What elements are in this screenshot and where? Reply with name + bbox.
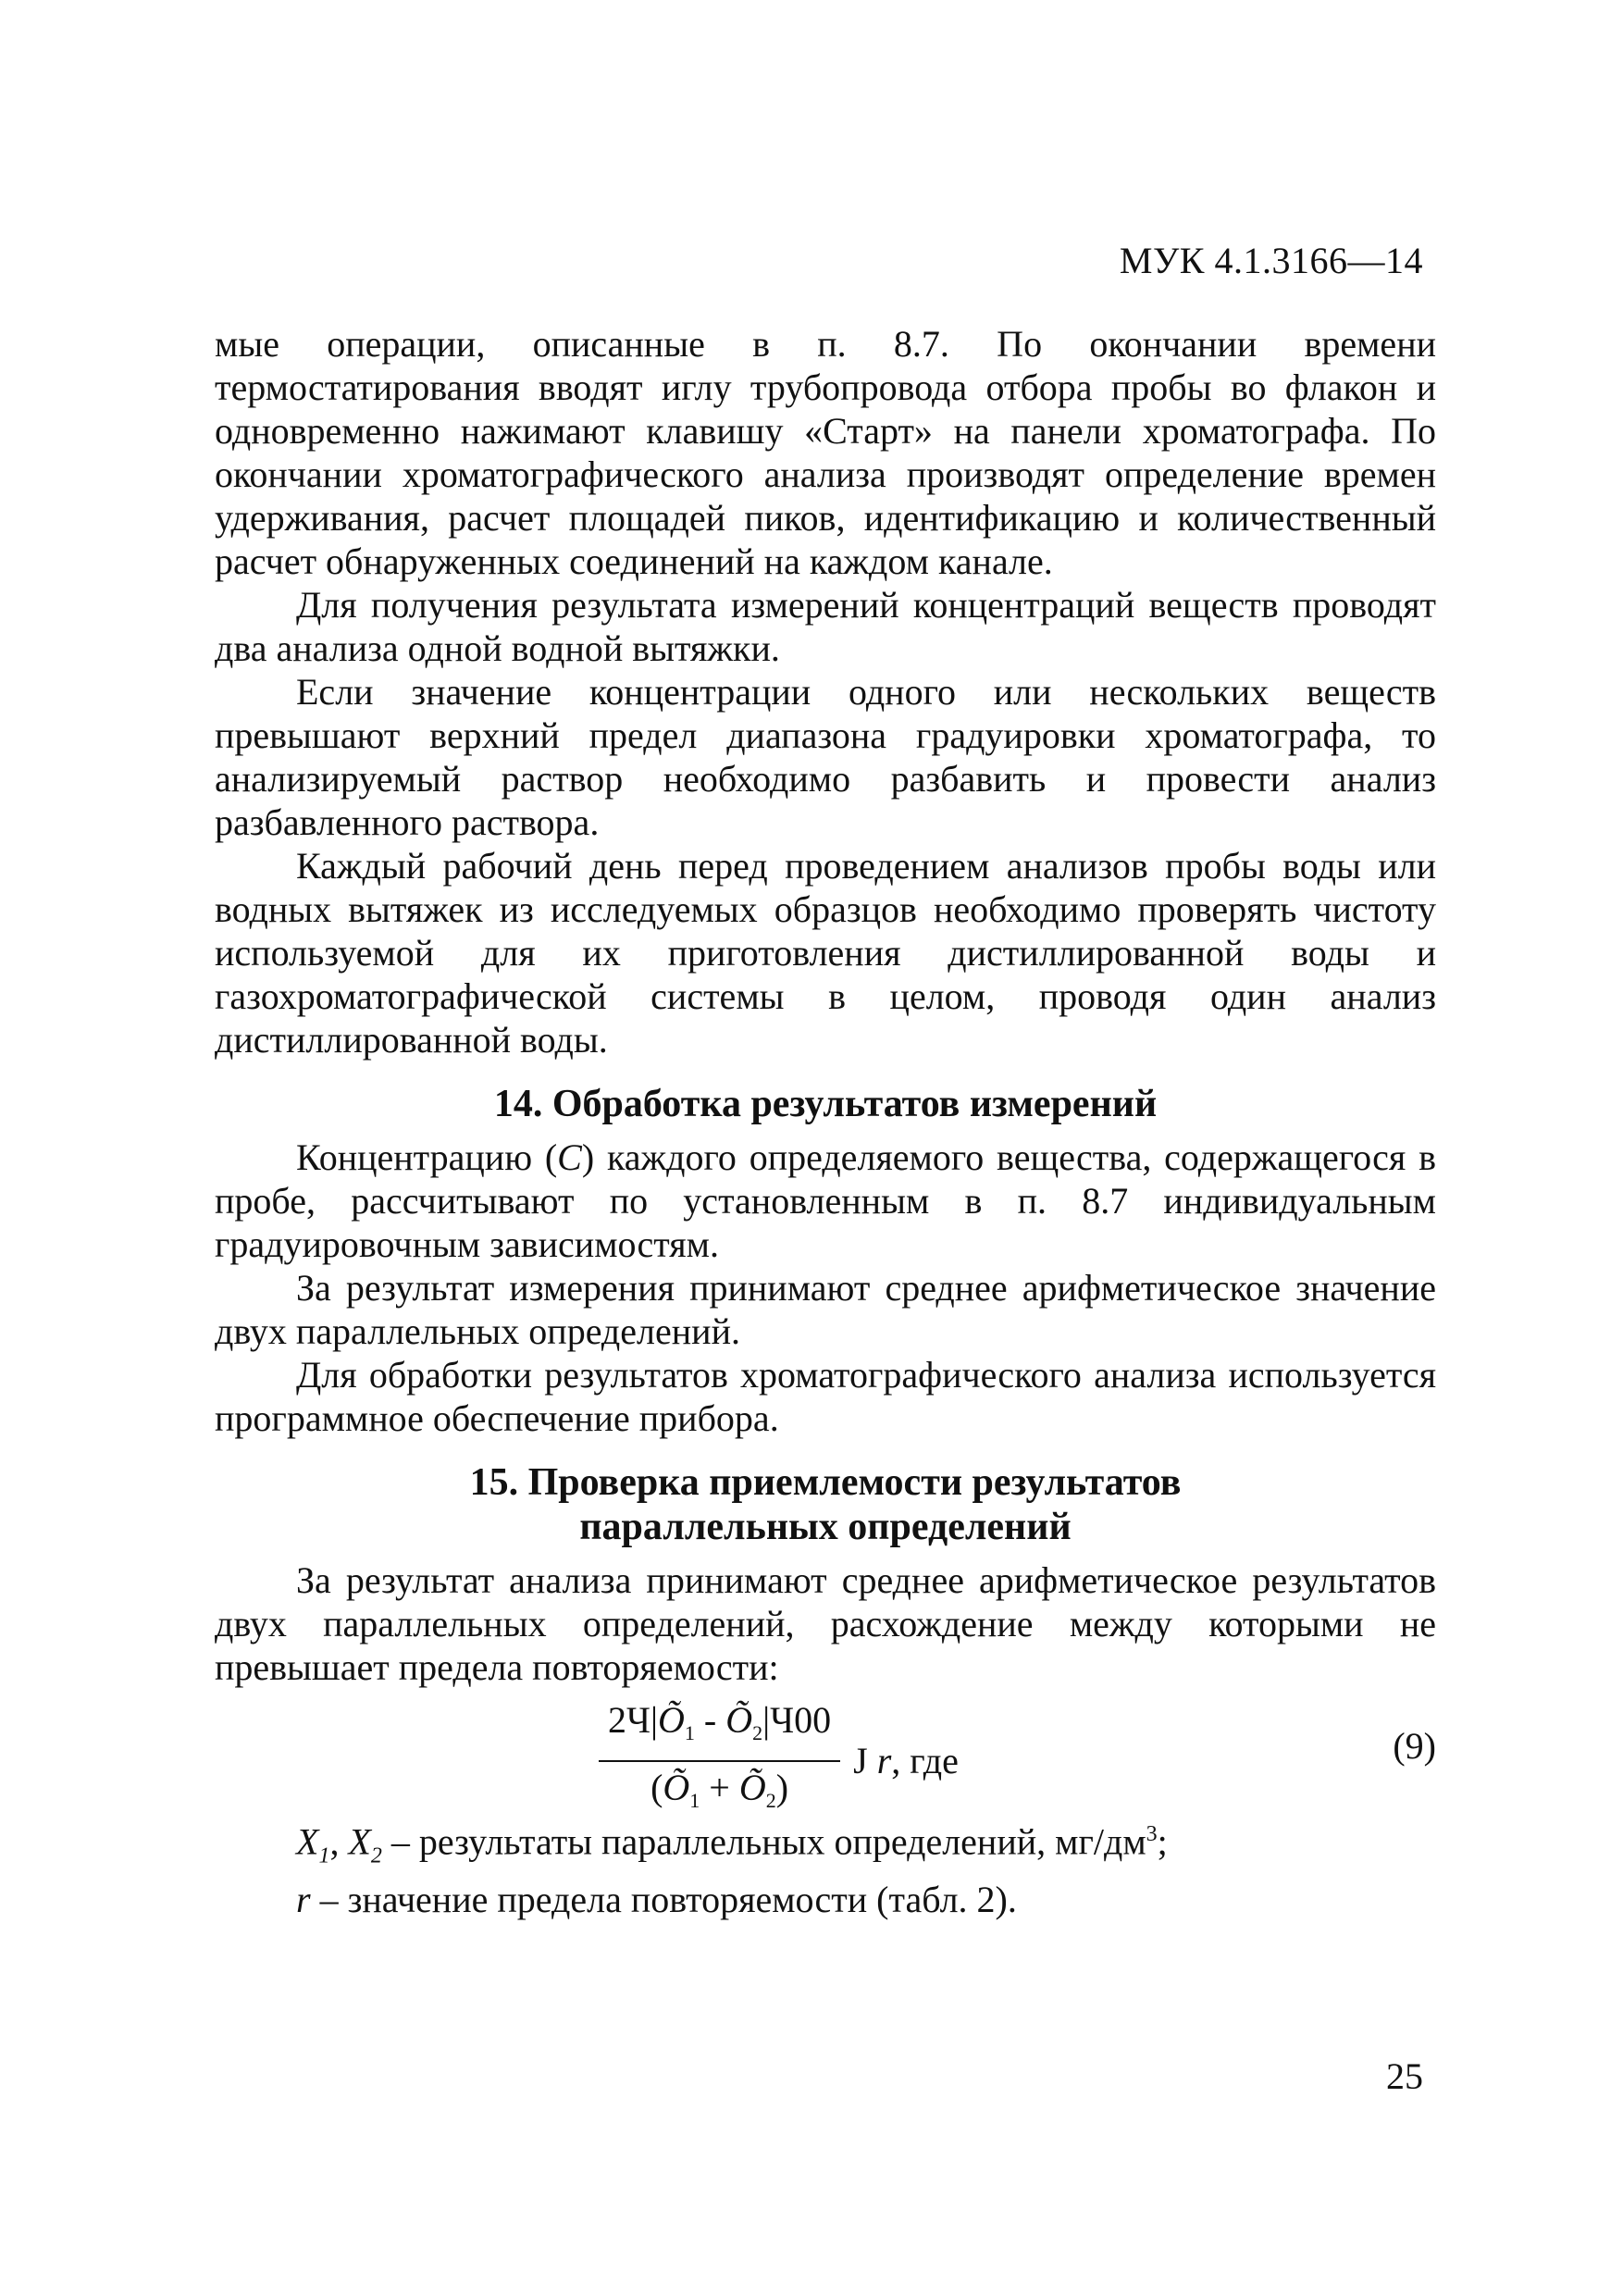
denominator-open-paren: ( — [650, 1767, 663, 1808]
legend-r-symbol: r — [296, 1879, 311, 1921]
formula-9 — [215, 1693, 1436, 1813]
equation-number: (9) — [1393, 1725, 1436, 1767]
numerator-x1: Õ — [658, 1699, 685, 1741]
paragraph-concentration — [215, 1136, 1436, 1266]
numerator-suffix: |Ч00 — [762, 1699, 832, 1741]
relation-sign: J — [853, 1739, 868, 1781]
legend-r-definition — [215, 1878, 1436, 1921]
paragraph-repeatability: За результат анализа принимают среднее арифметическое результатов двух параллельных определений, расхождение между которыми не превышает предела повторяемости: — [215, 1559, 1436, 1688]
document-code-header: МУК 4.1.3166—14 — [1119, 240, 1423, 281]
denominator-x1: Õ — [663, 1767, 690, 1808]
denominator-x2-index: 2 — [765, 1789, 776, 1812]
paragraph-mean-result: За результат измерения принимают среднее арифметическое значение двух параллельных определений. — [215, 1267, 1436, 1352]
legend-x2: X — [348, 1820, 371, 1863]
paragraph-software: Для обработки результатов хроматографического анализа используется программное обеспечение прибора. — [215, 1354, 1436, 1439]
paragraph-daily-check: Каждый рабочий день перед проведением анализов пробы воды или водных вытяжек из исследуемых образцов необходимо проверять чистоту используемой для их приготовления дистиллированной воды и газохроматографической системы в целом, проводя один анализ дистиллированной воды. — [215, 845, 1436, 1061]
legend-x1-index: 1 — [318, 1843, 330, 1868]
page-number: 25 — [1386, 2055, 1423, 2097]
formula-denominator — [650, 1762, 788, 1822]
numerator-prefix: 2Ч| — [608, 1699, 659, 1741]
formula-fraction — [599, 1698, 840, 1822]
denominator-x1-index: 1 — [689, 1789, 700, 1812]
section-15-heading-line-1: 15. Проверка приемлемости результатов — [469, 1461, 1182, 1504]
formula-expression — [599, 1698, 959, 1822]
legend-x-definition — [215, 1813, 1436, 1878]
section-15-heading-line-2: параллельных определений — [579, 1506, 1072, 1548]
body-text — [215, 322, 1436, 1921]
legend-x1: X — [296, 1820, 319, 1863]
repeatability-symbol: r — [876, 1739, 892, 1781]
section-14-heading: 14. Обработка результатов измерений — [493, 1083, 1158, 1125]
legend-x2-index: 2 — [370, 1843, 382, 1868]
denominator-close-paren: ) — [775, 1767, 789, 1808]
legend-unit-exponent: 3 — [1146, 1822, 1158, 1846]
concentration-symbol: С — [557, 1136, 582, 1178]
formula-numerator — [599, 1698, 840, 1762]
denominator-x2: Õ — [738, 1767, 766, 1808]
concentration-text-start: Концентрацию ( — [296, 1136, 558, 1178]
legend-x-end: ; — [1157, 1820, 1168, 1863]
section-15-heading — [215, 1460, 1436, 1549]
numerator-x2: Õ — [725, 1699, 753, 1741]
concentration-text-end: ) каждого определяемого вещества, содержащегося в пробе, рассчитывают по установленным в п. 8.7 индивидуальным градуировочным зависимостям. — [215, 1136, 1436, 1265]
numerator-minus: - — [694, 1699, 726, 1741]
paragraph-continuation: мые операции, описанные в п. 8.7. По окончании времени термостатирования вводят иглу трубопровода отбора пробы во флакон и одновременно нажимают клавишу «Старт» на панели хроматографа. По окончании хроматографического анализа производят определение времен удерживания, расчет площадей пиков, идентификацию и количественный расчет обнаруженных соединений на каждом канале. — [215, 323, 1436, 582]
paragraph-dilution: Если значение концентрации одного или нескольких веществ превышают верхний предел диапазона градуировки хроматографа, то анализируемый раствор необходимо разбавить и провести анализ разбавленного раствора. — [215, 671, 1436, 843]
paragraph-two-analyses: Для получения результата измерений концентраций веществ проводят два анализа одной водной вытяжки. — [215, 584, 1436, 669]
numerator-x1-index: 1 — [684, 1721, 695, 1744]
denominator-plus: + — [700, 1767, 739, 1808]
formula-relation — [853, 1739, 959, 1782]
legend-x-text: – результаты параллельных определений, мг/дм — [381, 1820, 1146, 1863]
numerator-x2-index: 2 — [752, 1721, 763, 1744]
where-word: , где — [891, 1739, 959, 1781]
legend-r-text: – значение предела повторяемости (табл. 2). — [310, 1879, 1017, 1921]
legend-separator: , — [329, 1820, 349, 1863]
